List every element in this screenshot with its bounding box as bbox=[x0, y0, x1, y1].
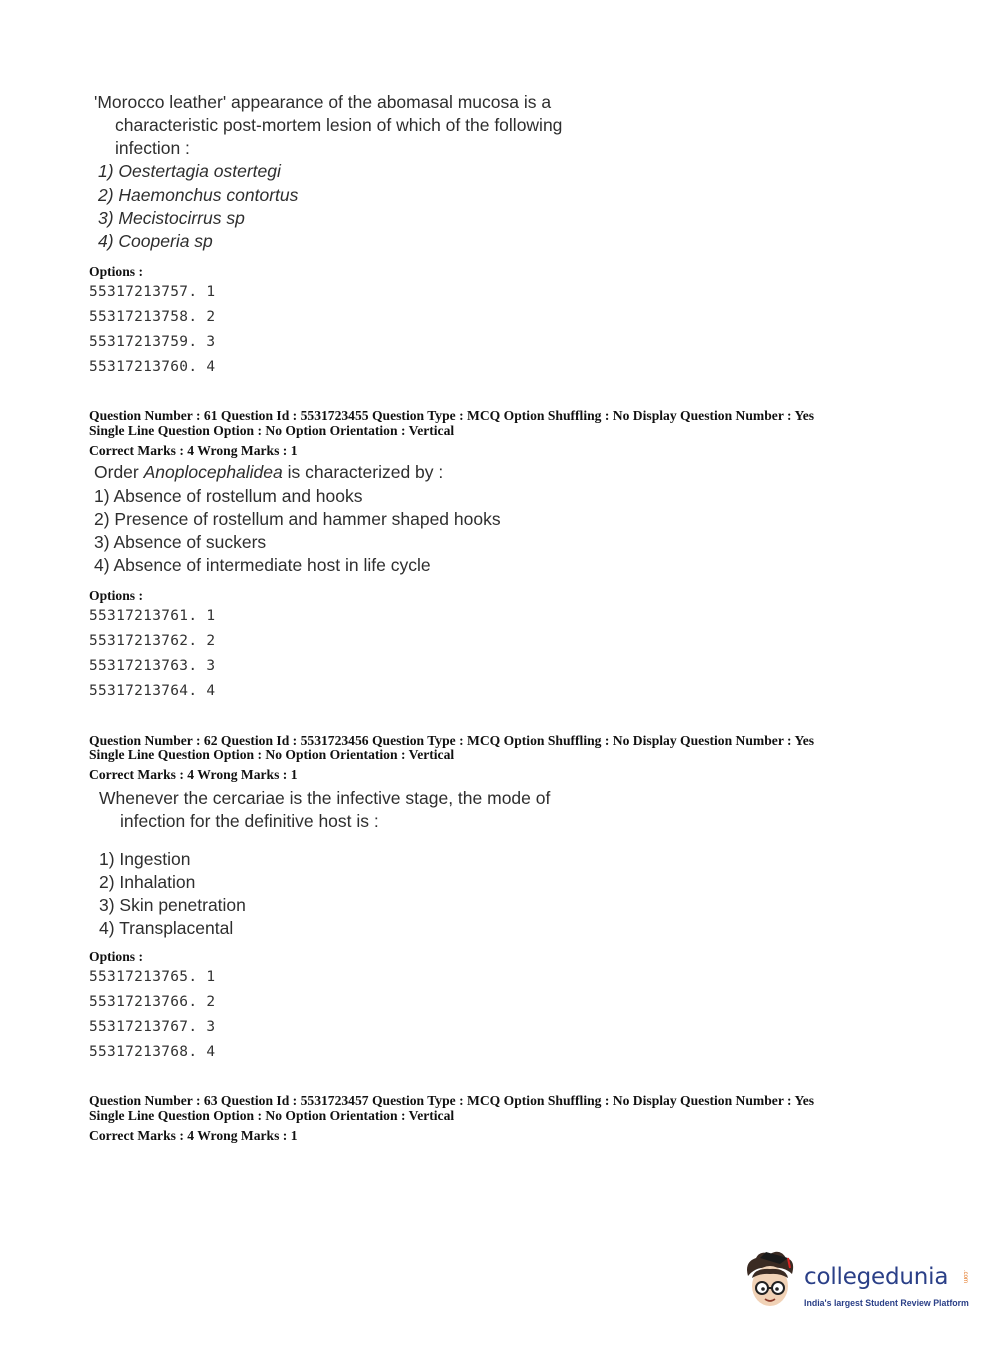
answer-choice: 4) Transplacental bbox=[99, 918, 234, 938]
option-id: 55317213757. 1 bbox=[89, 284, 216, 300]
option-id: 55317213766. 2 bbox=[89, 994, 216, 1010]
answer-choice: 2) Inhalation bbox=[99, 872, 196, 892]
option-id: 55317213760. 4 bbox=[89, 359, 216, 375]
question-stem-line: characteristic post-mortem lesion of which of the following bbox=[115, 115, 563, 135]
options-label: Options : bbox=[89, 949, 144, 964]
option-id: 55317213767. 3 bbox=[89, 1019, 216, 1035]
answer-choice: 3) Skin penetration bbox=[99, 895, 246, 915]
question-marks: Correct Marks : 4 Wrong Marks : 1 bbox=[89, 443, 298, 458]
question-marks: Correct Marks : 4 Wrong Marks : 1 bbox=[89, 767, 298, 782]
answer-choice: 3) Absence of suckers bbox=[94, 532, 267, 552]
answer-choice: 1) Ingestion bbox=[99, 849, 191, 869]
option-id: 55317213759. 3 bbox=[89, 334, 216, 350]
question-meta: Single Line Question Option : No Option Orientation : Vertical bbox=[89, 423, 455, 438]
question-meta: Question Number : 61 Question Id : 5531723455 Question Type : MCQ Option Shuffling : No Display Question Number : Yes bbox=[89, 408, 815, 423]
stem-prefix: Order bbox=[94, 462, 144, 482]
logo-tagline: India's largest Student Review Platform bbox=[804, 1298, 969, 1308]
answer-choice: 3) Mecistocirrus sp bbox=[98, 208, 245, 228]
option-id: 55317213762. 2 bbox=[89, 633, 216, 649]
question-meta: Question Number : 63 Question Id : 5531723457 Question Type : MCQ Option Shuffling : No Display Question Number : Yes bbox=[89, 1093, 815, 1108]
question-stem-line: infection : bbox=[115, 138, 190, 158]
answer-choice: 1) Absence of rostellum and hooks bbox=[94, 486, 363, 506]
options-label: Options : bbox=[89, 264, 144, 279]
answer-choice: 2) Haemonchus contortus bbox=[98, 185, 299, 205]
collegedunia-logo[interactable] bbox=[740, 1248, 970, 1318]
logo-wordmark: collegedunia bbox=[804, 1264, 949, 1290]
question-stem-line: 'Morocco leather' appearance of the abomasal mucosa is a bbox=[94, 92, 552, 112]
question-stem bbox=[94, 461, 443, 484]
mascot-icon bbox=[740, 1248, 802, 1312]
option-id: 55317213764. 4 bbox=[89, 683, 216, 699]
options-label: Options : bbox=[89, 588, 144, 603]
option-id: 55317213768. 4 bbox=[89, 1044, 216, 1060]
option-id: 55317213758. 2 bbox=[89, 309, 216, 325]
option-id: 55317213765. 1 bbox=[89, 969, 216, 985]
option-id: 55317213763. 3 bbox=[89, 658, 216, 674]
question-meta: Single Line Question Option : No Option Orientation : Vertical bbox=[89, 1108, 455, 1123]
answer-choice: 4) Absence of intermediate host in life cycle bbox=[94, 555, 431, 575]
question-meta: Question Number : 62 Question Id : 5531723456 Question Type : MCQ Option Shuffling : No Display Question Number : Yes bbox=[89, 733, 815, 748]
question-stem-line: infection for the definitive host is : bbox=[120, 811, 379, 831]
question-stem-line: Whenever the cercariae is the infective stage, the mode of bbox=[99, 788, 551, 808]
answer-choice: 1) Oestertagia ostertegi bbox=[98, 161, 281, 181]
option-id: 55317213761. 1 bbox=[89, 608, 216, 624]
stem-taxon: Anoplocephalidea bbox=[143, 462, 283, 482]
answer-choice: 2) Presence of rostellum and hammer shaped hooks bbox=[94, 509, 501, 529]
logo-domain-suffix: .com bbox=[962, 1270, 968, 1284]
answer-choice: 4) Cooperia sp bbox=[98, 231, 213, 251]
question-marks: Correct Marks : 4 Wrong Marks : 1 bbox=[89, 1128, 298, 1143]
question-meta: Single Line Question Option : No Option Orientation : Vertical bbox=[89, 747, 455, 762]
stem-suffix: is characterized by : bbox=[282, 462, 444, 482]
